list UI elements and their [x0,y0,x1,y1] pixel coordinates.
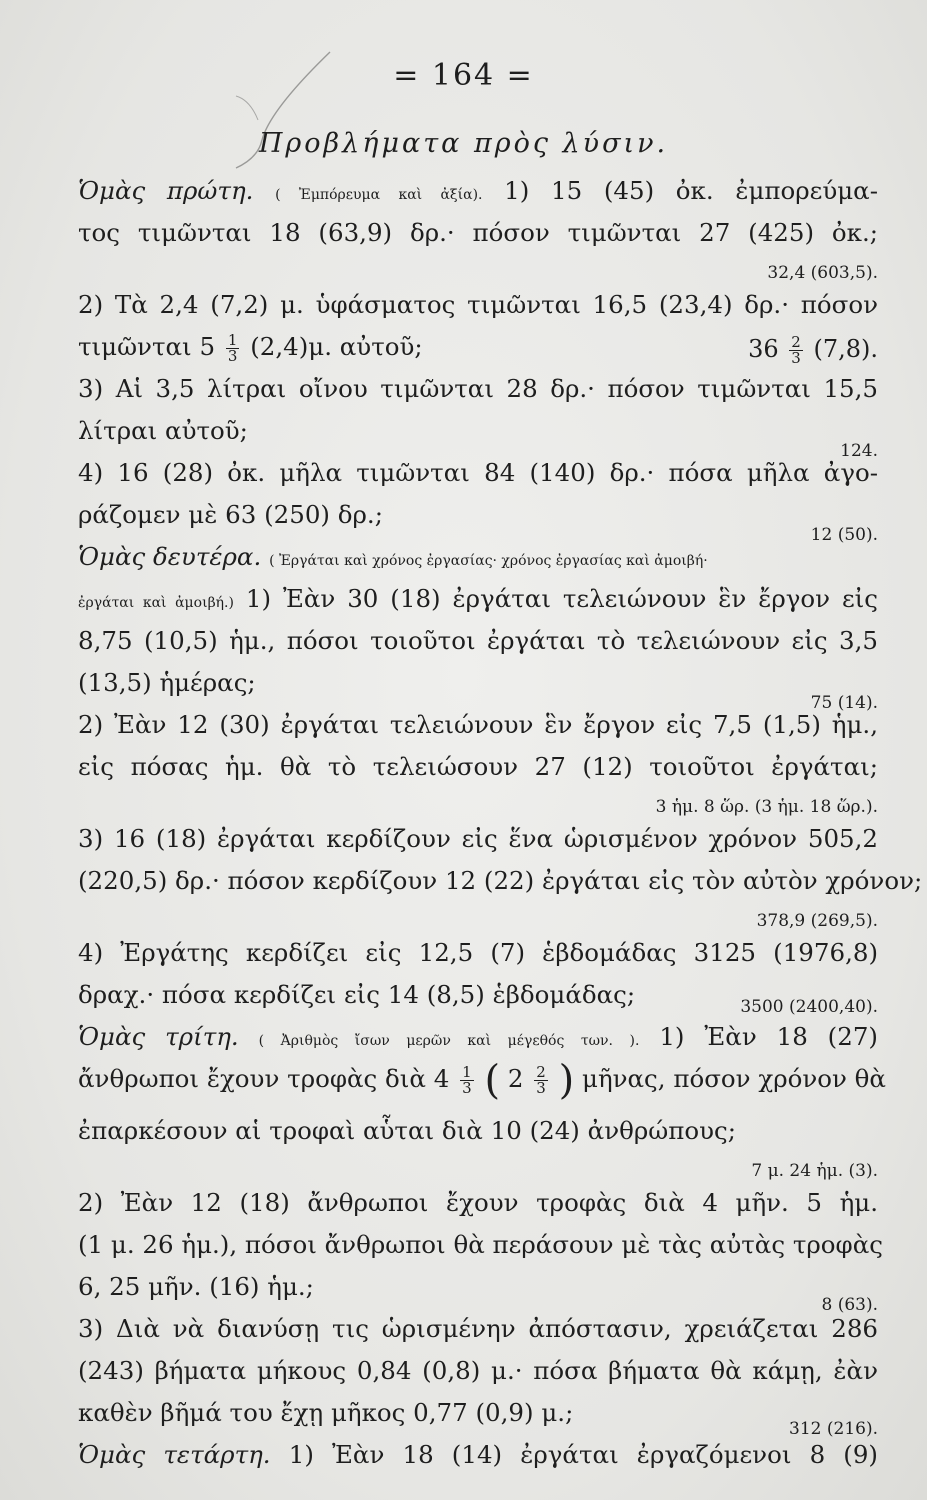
text-line [78,410,878,461]
text-line [78,1182,878,1224]
text-line [78,326,878,368]
problem-text: τος τιμῶνται 18 (63,9) δρ.· πόσον τιμῶνται 27 (425) ὀκ.; [78,218,878,247]
text-line [78,1434,878,1476]
text-line [78,536,878,578]
text-line [78,1110,878,1152]
problem-text: 2) Τὰ 2,4 (7,2) μ. ὑφάσματος τιμῶνται 16,5 (23,4) δρ.· πόσον [78,290,878,319]
problem-text: δραχ.· πόσα κερδίζει εἰς 14 (8,5) ἑβδομάδας; [78,980,636,1009]
problem-text: ἄνθρωποι ἔχουν τροφὰς διὰ 4 [78,1064,450,1093]
problem-text: 3) Αἱ 3,5 λίτραι οἴνου τιμῶνται 28 δρ.· πόσον τιμῶνται 15,5 [78,374,878,403]
paren-open: ( [484,1057,501,1104]
exercise-text [78,170,923,1476]
text-line [78,170,878,212]
problem-text: 1) Ἐὰν 18 (27) [659,1022,878,1051]
group-note: ἐργάται καὶ ἀμοιβή.) [78,595,234,611]
text-line [78,818,878,860]
denominator: 3 [791,349,801,367]
problem-text: 4) Ἐργάτης κερδίζει εἰς 12,5 (7) ἑβδομάδας 3125 (1976,8) [78,938,878,967]
text-line [78,1392,878,1439]
problem-text: 1) Ἐὰν 30 (18) ἐργάται τελειώνουν ἓν ἔργον εἰς [245,584,878,613]
problem-text: 3) Διὰ νὰ διανύσῃ τις ὡρισμένην ἀπόστασιν, χρειάζεται 286 [78,1314,878,1343]
text-line [78,974,878,1016]
answer-line [78,902,878,932]
problem-text: (1 μ. 26 ἡμ.), πόσοι ἄνθρωποι θὰ περάσουν μὲ τὰς αὐτὰς τροφὰς [78,1230,883,1259]
text-line [78,1266,878,1315]
answer: 3 ἡμ. 8 ὥρ. (3 ἡμ. 18 ὥρ.). [655,797,878,817]
problem-text: ἐπαρκέσουν αἱ τροφαὶ αὗται διὰ 10 (24) ἀνθρώπους; [78,1116,736,1145]
group-note: ( Ἐμπόρευμα καὶ ἀξία). [275,187,483,203]
group-heading: Ὁμὰς τετάρτη. [78,1440,271,1469]
paren-close: ) [558,1057,575,1104]
answer: 75 (14). [810,693,878,713]
denominator: 3 [536,1079,546,1097]
section-title: Προβλήματα πρὸς λύσιν. [258,128,669,159]
text-line [78,452,878,494]
answer: 8 (63). [821,1295,878,1315]
problem-text: 2) Ἐὰν 12 (18) ἄνθρωποι ἔχουν τροφὰς διὰ 4 μῆν. 5 ἡμ. [78,1188,878,1217]
numerator: 1 [227,331,238,349]
problem-text: τιμῶνται 5 [78,332,216,361]
problem-text: 3) 16 (18) ἐργάται κερδίζουν εἰς ἕνα ὡρισμένον χρόνον 505,2 [78,824,878,853]
fraction [460,1065,474,1096]
text-line [78,578,878,620]
problem-text: 4) 16 (28) ὀκ. μῆλα τιμῶνται 84 (140) δρ.· πόσα μῆλα ἀγο- [78,458,878,487]
text-line [78,1224,883,1266]
group-heading: Ὁμὰς δευτέρα. [78,542,262,571]
answer: 12 (50). [810,525,878,545]
text-line [78,662,878,713]
problem-text: (13,5) ἡμέρας; [78,668,256,697]
text-line [78,704,878,746]
answer: 3500 (2400,40). [740,997,878,1017]
answer-line [78,1152,878,1182]
text-line [78,494,878,545]
denominator: 3 [227,347,238,365]
numerator: 2 [791,333,801,351]
answer-whole: 36 [748,335,779,363]
problem-text: 1) Ἐὰν 18 (14) ἐργάται ἐργαζόμενοι 8 (9) [288,1440,878,1469]
problem-text: 1) 15 (45) ὀκ. ἐμπορεύμα- [504,176,878,205]
problem-text: 8,75 (10,5) ἡμ., πόσοι τοιοῦτοι ἐργάται τὸ τελειώνουν εἰς 3,5 [78,626,878,655]
text-line [78,1016,878,1058]
answer: 312 (216). [789,1419,878,1439]
text-line [78,620,878,662]
problem-text: 6, 25 μῆν. (16) ἡμ.; [78,1272,314,1301]
numerator: 2 [536,1063,546,1081]
fraction [789,335,803,366]
text-line [78,746,878,788]
problem-text: λίτραι αὐτοῦ; [78,416,248,445]
answer: 32,4 (603,5). [767,263,878,283]
page-number: = 164 = [393,58,534,93]
text-line [78,860,923,902]
problem-text: εἰς πόσας ἡμ. θὰ τὸ τελειώσουν 27 (12) τοιοῦτοι ἐργάται; [78,752,878,781]
group-note: ( Ἀριθμὸς ἴσων μερῶν καὶ μέγεθός των. ). [258,1033,640,1049]
problem-text: (220,5) δρ.· πόσον κερδίζουν 12 (22) ἐργάται εἰς τὸν αὐτὸν χρόνον; [78,866,923,895]
problem-text: (243) βήματα μήκους 0,84 (0,8) μ.· πόσα βήματα θὰ κάμῃ, ἐὰν [78,1356,878,1385]
answer: 378,9 (269,5). [756,911,878,931]
text-line [78,212,878,254]
problem-text: καθὲν βῆμά του ἔχῃ μῆκος 0,77 (0,9) μ.; [78,1398,574,1427]
denominator: 3 [462,1079,472,1097]
text-line [78,1057,886,1110]
text-line [78,1308,878,1350]
text-line [78,932,878,974]
problem-text: ράζομεν μὲ 63 (250) δρ.; [78,500,383,529]
problem-text: (2,4)μ. αὐτοῦ; [250,332,423,361]
answer-line [78,788,878,818]
text-line [78,284,878,326]
fraction [534,1065,548,1096]
group-heading: Ὁμὰς πρώτη. [78,176,254,205]
text-line [78,1350,878,1392]
answer [748,328,878,370]
answer-alt: (7,8). [813,335,878,363]
problem-text: 2 [507,1064,524,1093]
group-heading: Ὁμὰς τρίτη. [78,1022,239,1051]
text-line [78,368,878,410]
answer: 124. [840,441,878,461]
fraction [226,333,240,364]
problem-text: μῆνας, πόσον χρόνον θὰ [582,1064,886,1093]
answer: 7 μ. 24 ἡμ. (3). [751,1161,878,1181]
group-note: ( Ἐργάται καὶ χρόνος ἐργασίας· χρόνος ἐργασίας καὶ ἀμοιβή· [269,553,708,569]
numerator: 1 [462,1063,472,1081]
answer-line [78,254,878,284]
problem-text: 2) Ἐὰν 12 (30) ἐργάται τελειώνουν ἓν ἔργον εἰς 7,5 (1,5) ἡμ., [78,710,878,739]
